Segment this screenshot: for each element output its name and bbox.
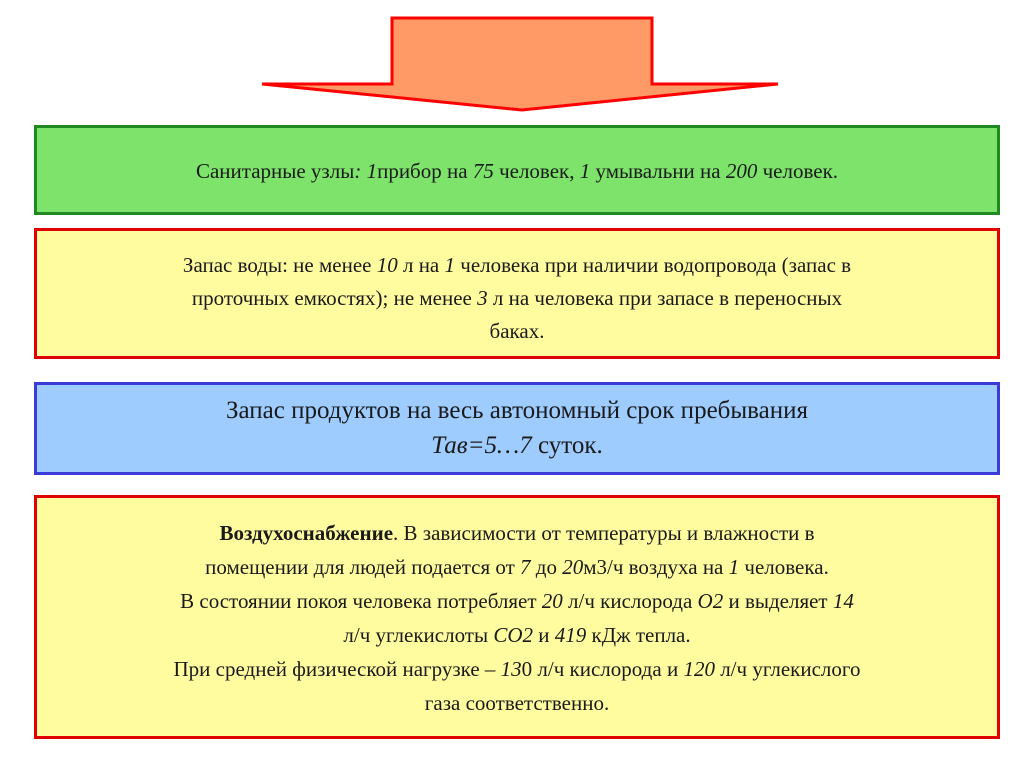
food-supply-box [34,382,1000,475]
air-supply-box [34,495,1000,739]
water-supply-text: Запас воды: не менее 10 л на 1 человека при наличии водопровода (запас в проточных емкостях); не менее 3 л на человека при запасе в переносных баках. [182,253,852,343]
water-supply-box [34,228,1000,359]
food-supply-text: Запас продуктов на весь автономный срок пребывания Тав=5…7 суток. [225,397,809,459]
air-supply-title: Воздухоснабжение [219,521,394,545]
down-arrow-icon [0,0,1024,120]
air-supply-text: Воздухоснабжение. В зависимости от температуры и влажности в помещении для людей подается от 7 до 20м3/ч воздуха на 1 человека. В состоянии покоя человека потребляет 20 л/ч кислорода О2 и выделяет 14 л/ч углекислоты СО2 и 419 кДж тепла. При средней физической нагрузке – 130 л/ч кислорода и 120 л/ч углекислого газа соответственно. [173,521,861,715]
sanitary-box [34,125,1000,215]
sanitary-text: Санитарные узлы: 1прибор на 75 человек, 1 умывальни на 200 человек. [195,159,839,183]
